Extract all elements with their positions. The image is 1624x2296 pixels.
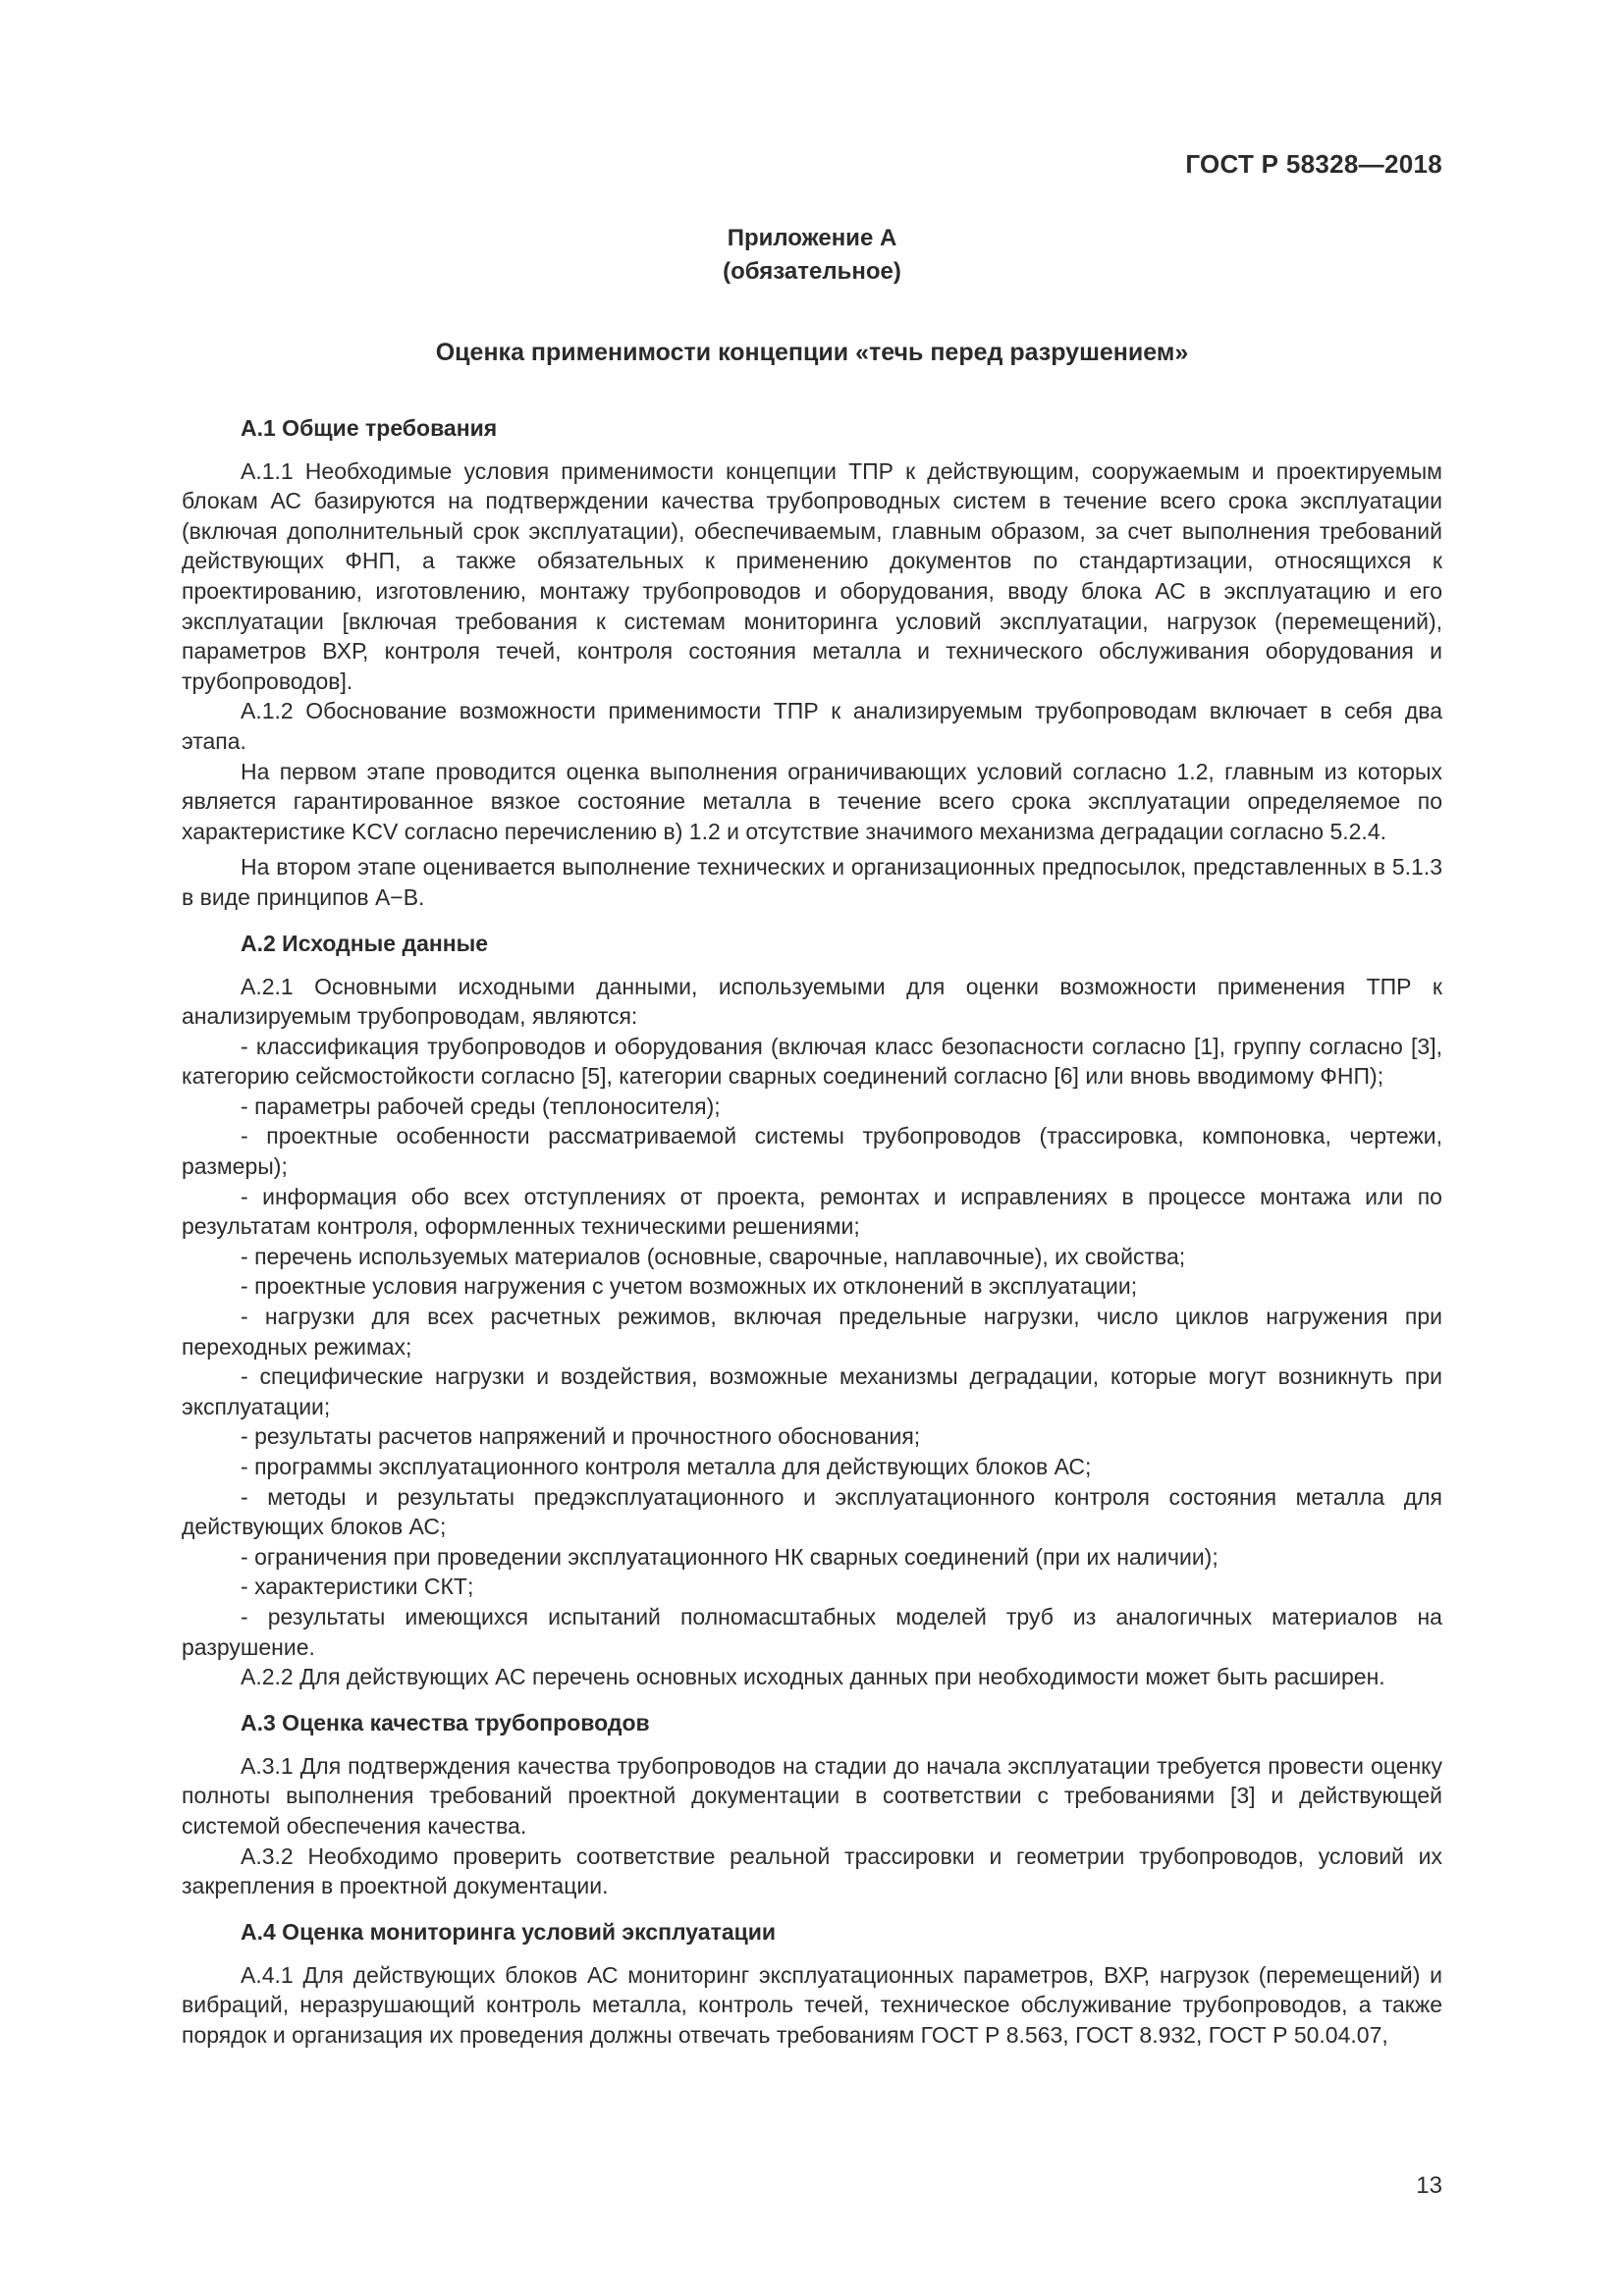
paragraph-a3-1: А.3.1 Для подтверждения качества трубопроводов на стадии до начала эксплуатации требуется провести оценку полноты выполнения требований проектной документации в соответствии с требованиями [3] и действующей системой обеспечения качества. (182, 1752, 1442, 1839)
paragraph-a1-1: А.1.1 Необходимые условия применимости концепции ТПР к действующим, сооружаемым и проектируемым блокам АС базируются на подтверждении качества трубопроводных систем в течение всего срока эксплуатации (включая дополнительный срок эксплуатации), обеспечиваемым, главным образом, за счет выполнения требований действующих ФНП, а также обязательных к применению документов по стандартизации, относящихся к проектированию, изготовлению, монтажу трубопроводов и оборудования, вводу блока АС в эксплуатацию и его эксплуатации [включая требования к системам мониторинга условий эксплуатации, нагрузок (перемещений), параметров ВХР, контроля течей, контроля состояния металла и технического обслуживания оборудования и трубопроводов]. (182, 457, 1442, 694)
list-item: - информация обо всех отступлениях от проекта, ремонтах и исправлениях в процессе монтажа или по результатам контроля, оформленных техническими решениями; (182, 1182, 1442, 1242)
list-item: - результаты имеющихся испытаний полномасштабных моделей труб из аналогичных материалов на разрушение. (182, 1602, 1442, 1662)
section-heading-a4: А.4 Оценка мониторинга условий эксплуатации (241, 1918, 777, 1945)
list-item: - параметры рабочей среды (теплоносителя); (182, 1092, 1442, 1122)
list-item: - классификация трубопроводов и оборудования (включая класс безопасности согласно [1], группу согласно [3], категорию сейсмостойкости согласно [5], категории сварных соединений согласно [6] или вновь вводимому ФНП); (182, 1032, 1442, 1092)
section-heading-a2: А.2 Исходные данные (241, 930, 489, 956)
list-item: - нагрузки для всех расчетных режимов, включая предельные нагрузки, число циклов нагружения при переходных режимах; (182, 1302, 1442, 1362)
list-item: - специфические нагрузки и воздействия, возможные механизмы деградации, которые могут возникнуть при эксплуатации; (182, 1362, 1442, 1421)
list-item: - ограничения при проведении эксплуатационного НК сварных соединений (при их наличии); (182, 1542, 1442, 1573)
paragraph-a1-2-stage1: На первом этапе проводится оценка выполнения ограничивающих условий согласно 1.2, главным из которых является гарантированное вязкое состояние металла в течение всего срока эксплуатации определяемое по характеристике KCV согласно перечислению в) 1.2 и отсутствие значимого механизма деградации согласно 5.2.4. (182, 758, 1442, 844)
list-item: - характеристики СКТ; (182, 1572, 1442, 1602)
page-content (182, 222, 1442, 2051)
page-number: 13 (1416, 2172, 1442, 2199)
list-item: - программы эксплуатационного контроля металла для действующих блоков АС; (182, 1452, 1442, 1482)
input-data-list (182, 1032, 1442, 1662)
list-item: - результаты расчетов напряжений и прочностного обоснования; (182, 1421, 1442, 1452)
list-item: - проектные особенности рассматриваемой системы трубопроводов (трассировка, компоновка, чертежи, размеры); (182, 1121, 1442, 1181)
paragraph-a2-2: А.2.2 Для действующих АС перечень основных исходных данных при необходимости может быть расширен. (241, 1664, 1385, 1690)
list-item: - методы и результаты предэксплуатационного и эксплуатационного контроля состояния металла для действующих блоков АС; (182, 1482, 1442, 1542)
section-heading-a3: А.3 Оценка качества трубопроводов (241, 1709, 650, 1735)
paragraph-a1-2: А.1.2 Обоснование возможности применимости ТПР к анализируемым трубопроводам включает в себя два этапа. (182, 698, 1442, 754)
paragraph-a1-2-stage2: На втором этапе оценивается выполнение технических и организационных предпосылок, представленных в 5.1.3 в виде принципов А−В. (182, 854, 1442, 910)
annex-title: Оценка применимости концепции «течь перед разрушением» (435, 339, 1189, 366)
paragraph-a4-1: А.4.1 Для действующих блоков АС мониторинг эксплуатационных параметров, ВХР, нагрузок (перемещений) и вибраций, неразрушающий контроль металла, контроль течей, техническое обслуживание трубопроводов, а также порядок и организация их проведения должны отвечать требованиям ГОСТ Р 8.563, ГОСТ 8.932, ГОСТ Р 50.04.07, (182, 1961, 1442, 2048)
section-heading-a1: А.1 Общие требования (241, 414, 498, 441)
paragraph-a3-2: А.3.2 Необходимо проверить соответствие реальной трассировки и геометрии трубопроводов, условий их закрепления в проектной документации. (182, 1842, 1442, 1899)
annex-status: (обязательное) (723, 258, 901, 285)
paragraph-a2-1: А.2.1 Основными исходными данными, используемыми для оценки возможности применения ТПР к анализируемым трубопроводам, являются: (182, 973, 1442, 1030)
standard-designation: ГОСТ Р 58328—2018 (1185, 149, 1442, 179)
list-item: - перечень используемых материалов (основные, сварочные, наплавочные), их свойства; (182, 1242, 1442, 1272)
list-item: - проектные условия нагружения с учетом возможных их отклонений в эксплуатации; (182, 1271, 1442, 1302)
annex-label: Приложение А (727, 225, 897, 251)
